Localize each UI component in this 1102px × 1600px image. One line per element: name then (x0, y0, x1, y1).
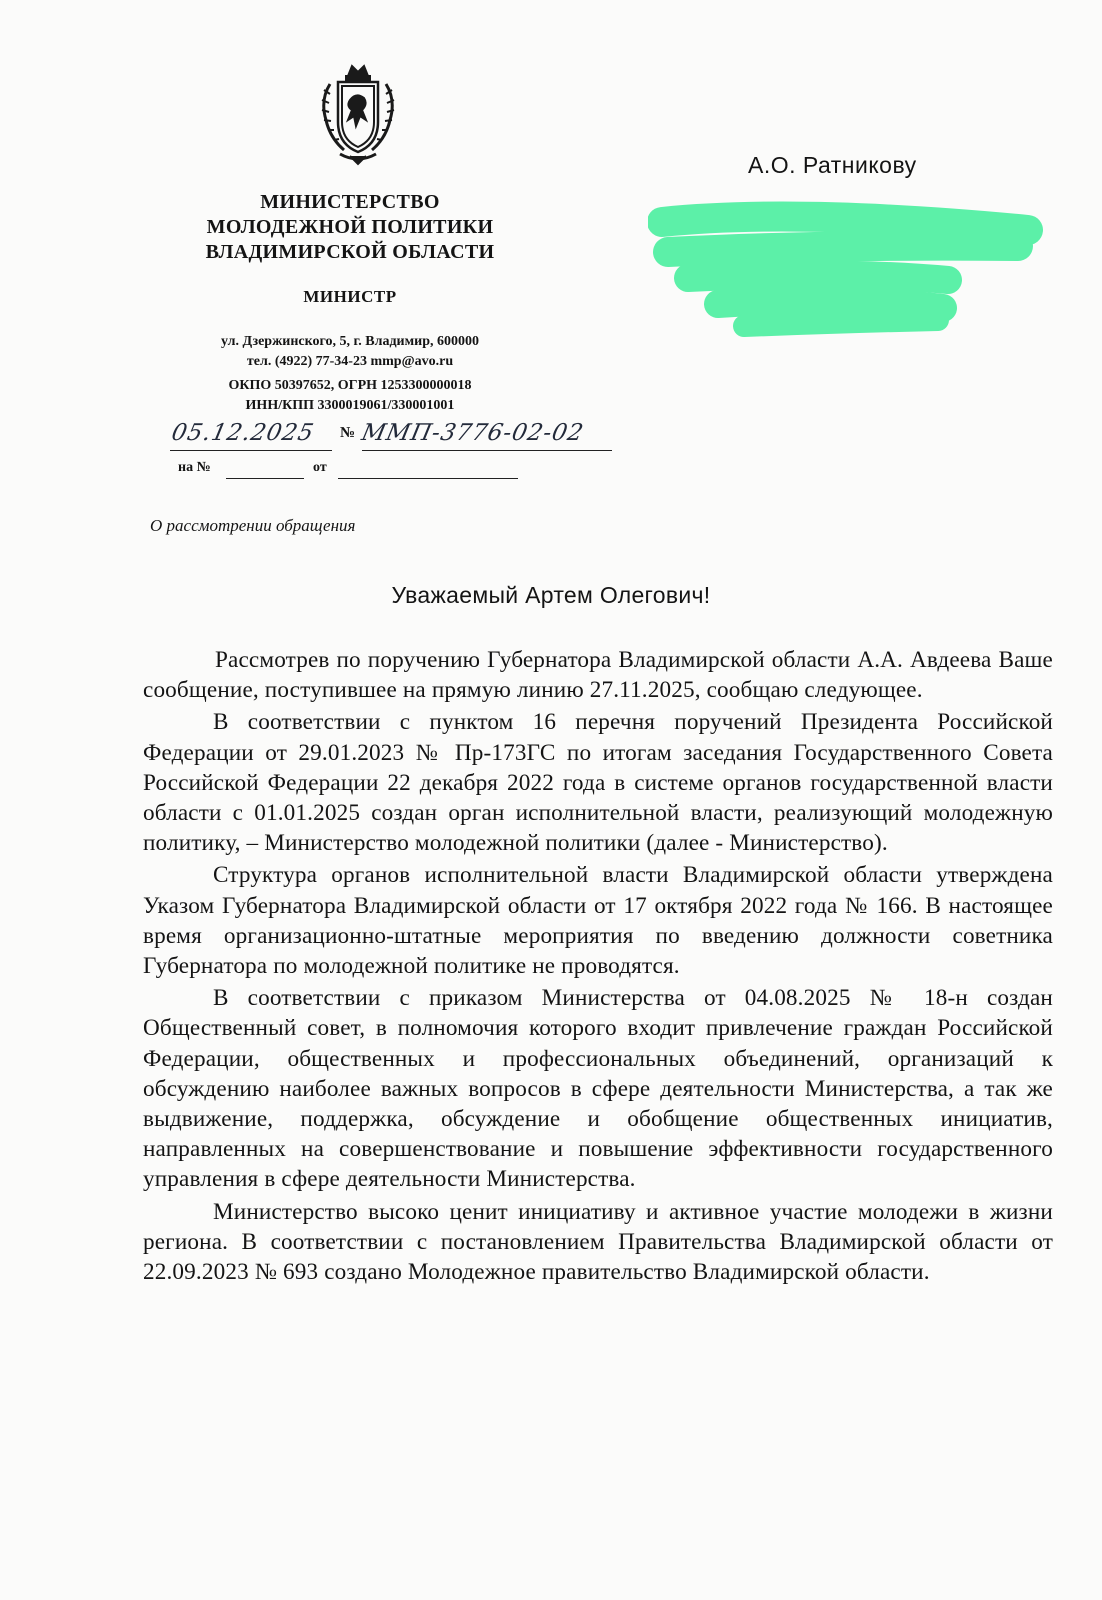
ministry-name-line-2: МОЛОДЕЖНОЙ ПОЛИТИКИ (206, 216, 494, 238)
letter-body (143, 645, 1053, 1289)
reference-row (178, 458, 538, 484)
reference-date-label: от (313, 460, 327, 475)
paragraph-5: Министерство высоко ценит инициативу и активное участие молодежи в жизни региона. В соответствии с постановлением Правительства Владимирской области от 22.09.2023 № 693 создано Молодежное правительство Владимирской области. (143, 1198, 1053, 1286)
okpo-ogrn: ОКПО 50397652, ОГРН 1253300000018 (228, 378, 472, 393)
reference-date-blank (338, 478, 518, 479)
salutation: Уважаемый Артем Олегович! (391, 582, 711, 608)
reference-number-blank (226, 478, 304, 479)
letter-subject: О рассмотрении обращения (150, 516, 356, 535)
redaction-marker (648, 200, 1043, 350)
phone-email: тел. (4922) 77-34-23 mmp@avo.ru (246, 354, 454, 369)
paragraph-3: Структура органов исполнительной власти Владимирской области утверждена Указом Губернатора Владимирской области от 17 октября 2022 года № 166. В настоящее время организационно-штатные мероприятия по введению должности советника Губернатора по молодежной политике не проводятся. (143, 862, 1053, 980)
paragraph-4: В соответствии с приказом Министерства от 04.08.2025 № 18-н создан Общественный совет, в полномочия которого входит привлечение граждан Российской Федерации, общественных и профессиональных объединений, организаций к обсуждению наиболее важных вопросов в сфере деятельности Министерства, а так же выдвижение, поддержка, обсуждение и обобщение общественных инициатив, направленных на совершенствование и повышение эффективности государственного управления в сфере деятельности Министерства. (143, 985, 1053, 1193)
paragraph-1: Рассмотрев по поручению Губернатора Владимирской области А.А. Авдеева Ваше сообщение, поступившее на прямую линию 27.11.2025, сообщаю следующее. (143, 647, 1053, 704)
ministry-name (150, 190, 550, 265)
signatory-title: МИНИСТР (303, 287, 397, 306)
number-label: № (340, 425, 356, 441)
date-underline (170, 450, 332, 451)
registration-date-handwritten: 05.12.2025 (169, 420, 317, 446)
registration-row (170, 420, 630, 456)
ministry-name-line-1: МИНИСТЕРСТВО (260, 191, 440, 213)
contact-details (150, 332, 550, 416)
addressee-name: А.О. Ратникову (748, 152, 917, 178)
inn-kpp: ИНН/КПП 3300019061/330001001 (245, 398, 455, 413)
postal-address: ул. Дзержинского, 5, г. Владимир, 600000 (220, 334, 479, 349)
number-underline (362, 450, 612, 451)
coat-of-arms-emblem (310, 60, 406, 168)
paragraph-2: В соответствии с пунктом 16 перечня поручений Президента Российской Федерации от 29.01.2023 № Пр-173ГС по итогам заседания Государственного Совета Российской Федерации 22 декабря 2022 года в системе органов государственной власти области с 01.01.2025 создан орган исполнительной власти, реализующий молодежную политику, – Министерство молодежной политики (далее - Министерство). (143, 709, 1053, 857)
reference-number-label: на № (178, 460, 211, 475)
ministry-name-line-3: ВЛАДИМИРСКОЙ ОБЛАСТИ (205, 241, 495, 263)
registration-number-handwritten: ММП-3776-02-02 (359, 420, 587, 446)
